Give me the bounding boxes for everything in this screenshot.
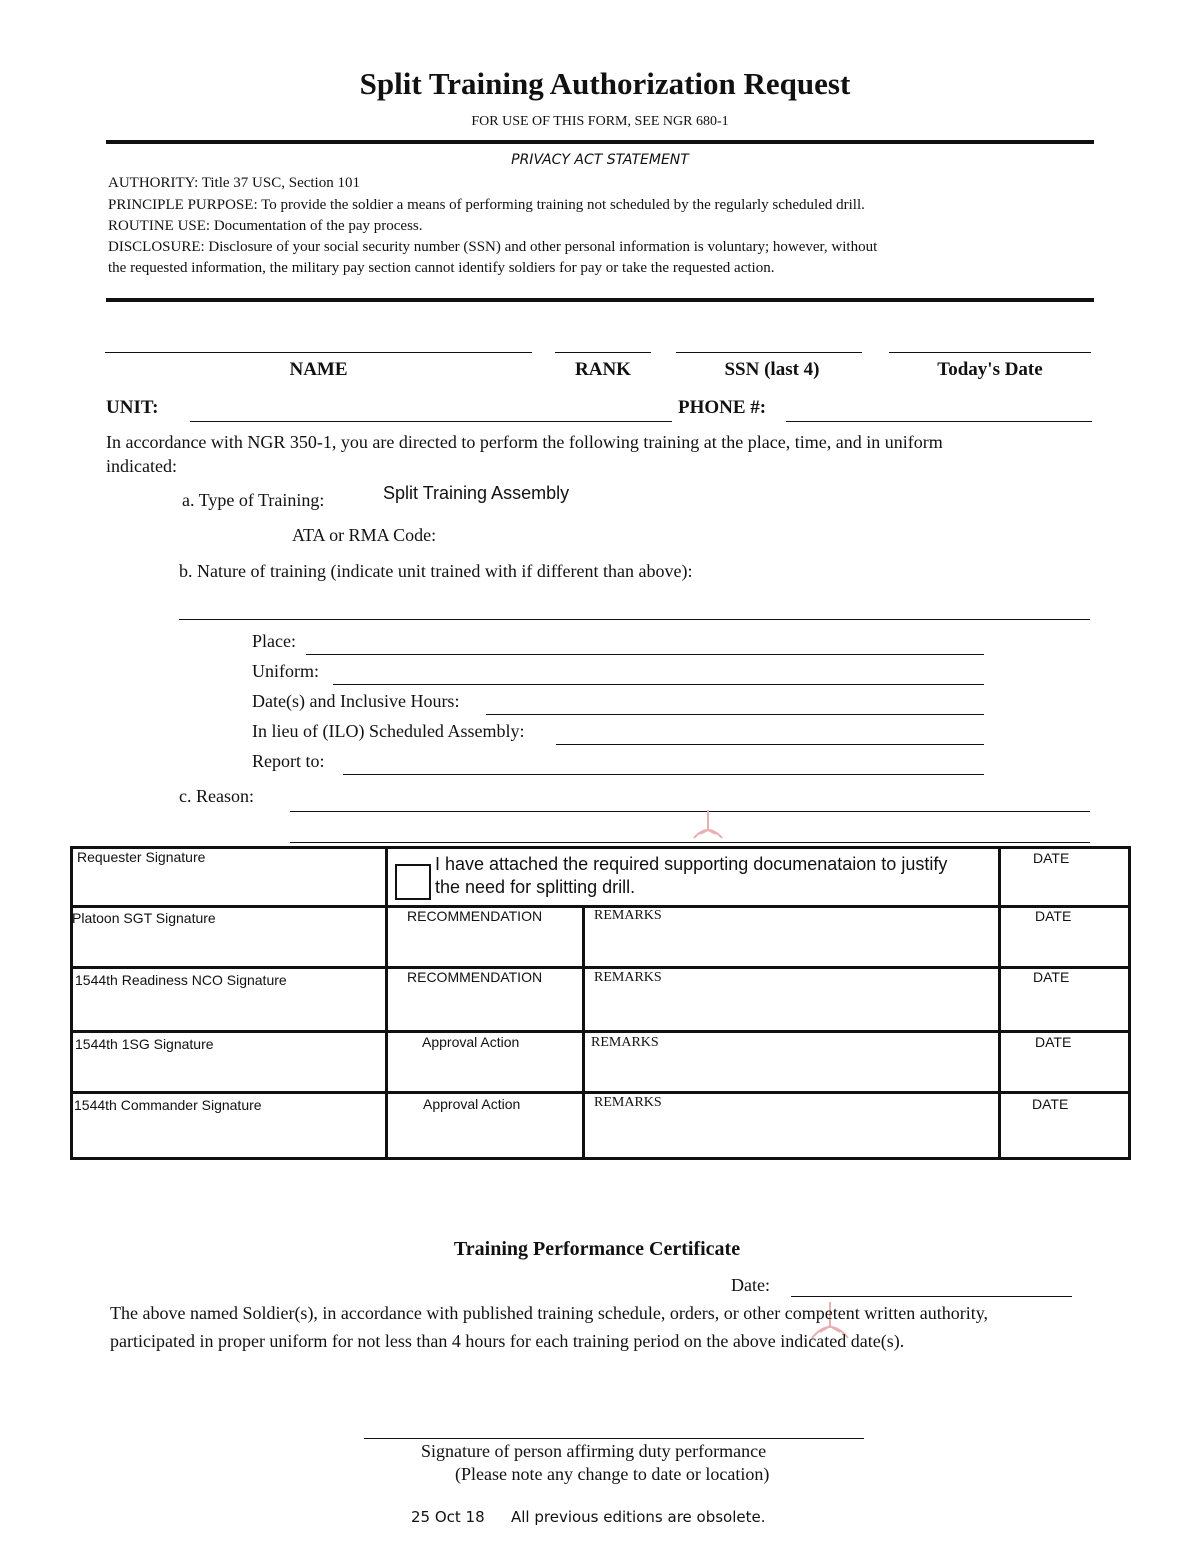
todays-date-field[interactable] xyxy=(889,352,1091,353)
unit-label: UNIT: xyxy=(106,397,159,418)
uniform-label: Uniform: xyxy=(252,661,319,681)
rank-label: RANK xyxy=(575,359,631,380)
ssn-field[interactable] xyxy=(676,352,862,353)
ilo-assembly-label: In lieu of (ILO) Scheduled Assembly: xyxy=(252,721,525,741)
name-field[interactable] xyxy=(105,352,532,353)
requester-signature-label: Requester Signature xyxy=(77,849,206,865)
platoon-sgt-signature-label: Platoon SGT Signature xyxy=(72,910,216,926)
table-rule xyxy=(70,1030,1131,1033)
name-label: NAME xyxy=(289,359,348,380)
certificate-text: The above named Soldier(s), in accordance with published training schedule, orders, or other competent written authority, xyxy=(110,1303,989,1323)
affirming-signature-field[interactable] xyxy=(364,1438,864,1439)
header-divider xyxy=(106,140,1094,144)
uniform-field[interactable] xyxy=(333,684,984,685)
commander-signature-label: 1544th Commander Signature xyxy=(74,1097,262,1113)
nature-of-training-field[interactable] xyxy=(179,619,1090,620)
documentation-attest-text: I have attached the required supporting documenataion to justify the need for splitting drill. xyxy=(435,854,948,897)
approval-table xyxy=(70,846,1131,1160)
privacy-heading: PRIVACY ACT STATEMENT xyxy=(511,152,689,168)
privacy-routine-use: ROUTINE USE: Documentation of the pay process. xyxy=(108,218,423,234)
form-subtitle: FOR USE OF THIS FORM, SEE NGR 680-1 xyxy=(471,114,729,129)
dates-hours-label: Date(s) and Inclusive Hours: xyxy=(252,691,460,711)
privacy-disclosure-cont: the requested information, the military pay section cannot identify soldiers for pay or take the requested action. xyxy=(108,260,775,276)
certificate-date-field[interactable] xyxy=(791,1296,1072,1297)
affirming-signature-note: (Please note any change to date or location) xyxy=(455,1464,770,1484)
footer-obsolete-note: All previous editions are obsolete. xyxy=(511,1508,766,1526)
ilo-assembly-field[interactable] xyxy=(556,744,984,745)
privacy-divider xyxy=(106,298,1094,302)
first-sgt-date-label: DATE xyxy=(1035,1034,1072,1050)
readiness-nco-recommendation-label: RECOMMENDATION xyxy=(407,969,543,985)
privacy-purpose: PRINCIPLE PURPOSE: To provide the soldier a means of performing training not scheduled by the regularly scheduled drill. xyxy=(108,197,865,213)
table-border xyxy=(1128,846,1131,1160)
first-sgt-signature-label: 1544th 1SG Signature xyxy=(75,1036,214,1052)
report-to-field[interactable] xyxy=(343,774,984,775)
affirming-signature-label: Signature of person affirming duty performance xyxy=(421,1441,767,1461)
readiness-nco-signature-label: 1544th Readiness NCO Signature xyxy=(75,972,287,988)
place-label: Place: xyxy=(252,631,296,651)
reason-field-cont[interactable] xyxy=(290,842,1090,843)
privacy-disclosure: DISCLOSURE: Disclosure of your social security number (SSN) and other personal information is voluntary; however, without xyxy=(108,239,878,255)
directive-text-cont: indicated: xyxy=(106,456,177,476)
rank-field[interactable] xyxy=(555,352,651,353)
table-border xyxy=(582,905,585,1160)
table-border xyxy=(385,846,388,1160)
documentation-attached-checkbox[interactable] xyxy=(395,864,431,900)
platoon-sgt-remarks-label: REMARKS xyxy=(594,908,662,923)
table-border xyxy=(998,846,1001,1160)
dates-hours-field[interactable] xyxy=(486,714,984,715)
table-rule xyxy=(70,1091,1131,1094)
requester-date-label: DATE xyxy=(1033,850,1070,866)
certificate-text-cont: participated in proper uniform for not less than 4 hours for each training period on the above indicated date(s). xyxy=(110,1331,905,1351)
privacy-authority: AUTHORITY: Title 37 USC, Section 101 xyxy=(108,175,360,191)
type-of-training-value[interactable]: Split Training Assembly xyxy=(383,483,570,503)
type-of-training-label: a. Type of Training: xyxy=(182,490,325,510)
readiness-nco-date-label: DATE xyxy=(1033,969,1070,985)
first-sgt-approval-label: Approval Action xyxy=(422,1034,520,1050)
todays-date-label: Today's Date xyxy=(937,359,1043,380)
table-rule xyxy=(70,1157,1131,1160)
ssn-label: SSN (last 4) xyxy=(724,359,820,380)
commander-approval-label: Approval Action xyxy=(423,1096,521,1112)
certificate-date-label: Date: xyxy=(731,1275,770,1295)
nature-of-training-label: b. Nature of training (indicate unit trained with if different than above): xyxy=(179,561,693,581)
table-rule xyxy=(70,966,1131,969)
report-to-label: Report to: xyxy=(252,751,325,771)
scan-mark-decoration xyxy=(690,808,726,840)
ata-rma-code-label: ATA or RMA Code: xyxy=(292,525,437,545)
form-title: Split Training Authorization Request xyxy=(359,66,851,101)
certificate-title: Training Performance Certificate xyxy=(453,1238,741,1260)
commander-date-label: DATE xyxy=(1032,1096,1069,1112)
commander-remarks-label: REMARKS xyxy=(594,1095,662,1110)
platoon-sgt-date-label: DATE xyxy=(1035,908,1072,924)
phone-label: PHONE #: xyxy=(678,397,767,418)
place-field[interactable] xyxy=(306,654,984,655)
unit-field[interactable] xyxy=(190,421,672,422)
requester-signature-field[interactable] xyxy=(73,849,385,905)
reason-label: c. Reason: xyxy=(179,786,254,806)
phone-field[interactable] xyxy=(786,421,1092,422)
readiness-nco-remarks-label: REMARKS xyxy=(594,970,662,985)
first-sgt-remarks-label: REMARKS xyxy=(591,1035,659,1050)
directive-text: In accordance with NGR 350-1, you are directed to perform the following training at the place, time, and in uniform xyxy=(106,432,943,452)
platoon-sgt-recommendation-label: RECOMMENDATION xyxy=(407,908,543,924)
footer-edition-date: 25 Oct 18 xyxy=(411,1508,485,1526)
